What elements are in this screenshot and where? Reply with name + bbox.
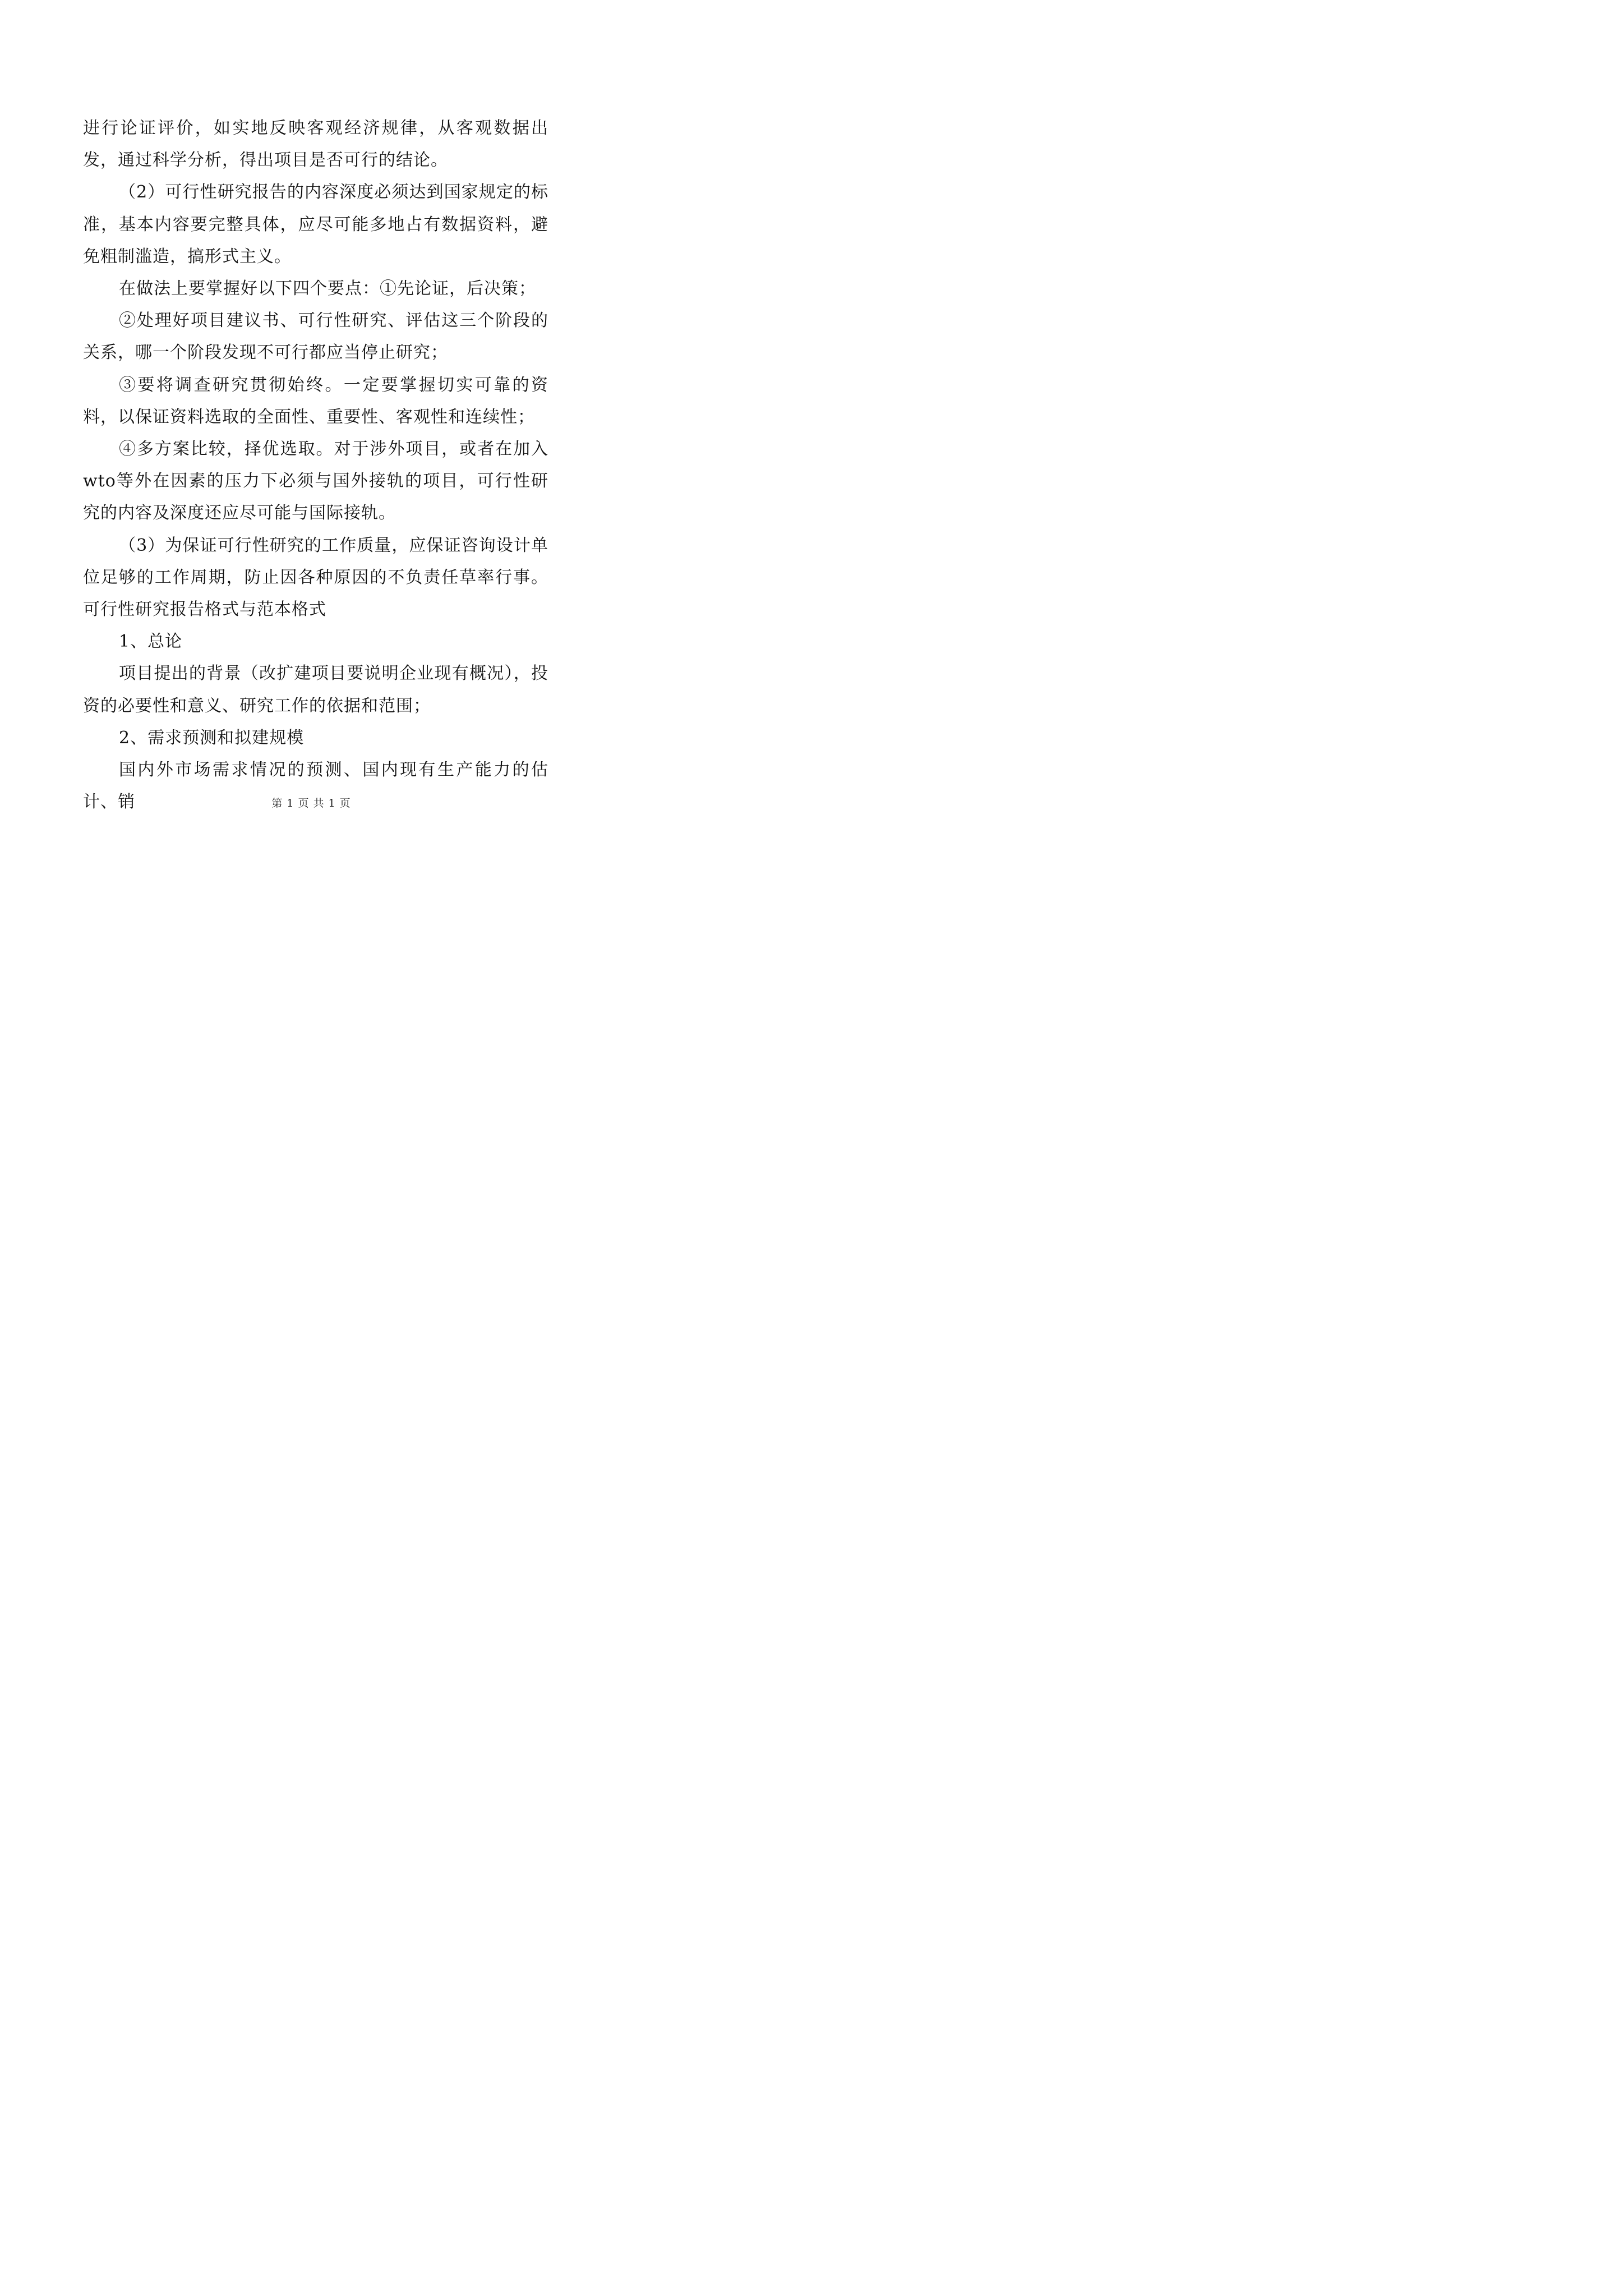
document-body (83, 112, 548, 818)
paragraph-3: 在做法上要掌握好以下四个要点：①先论证，后决策； (119, 279, 536, 299)
paragraph-1: 进行论证评价，如实地反映客观经济规律，从客观数据出发，通过科学分析，得出项目是否可行的结论。 (83, 118, 548, 171)
page-number-footer: 第 1 页 共 1 页 (271, 797, 351, 809)
document-page (0, 0, 623, 882)
paragraph-7: （3）为保证可行性研究的工作质量，应保证咨询设计单位足够的工作周期，防止因各种原因的不负责任草率行事。可行性研究报告格式与范本格式 (83, 535, 548, 620)
section-heading-2: 2、需求预测和拟建规模 (119, 728, 305, 748)
paragraph-8: 项目提出的背景（改扩建项目要说明企业现有概况），投资的必要性和意义、研究工作的依据和范围； (83, 664, 548, 716)
paragraph-4: ②处理好项目建议书、可行性研究、评估这三个阶段的关系，哪一个阶段发现不可行都应当停止研究； (83, 311, 548, 363)
paragraph-6: ④多方案比较，择优选取。对于涉外项目，或者在加入wto等外在因素的压力下必须与国外接轨的项目，可行性研究的内容及深度还应尽可能与国际接轨。 (83, 439, 548, 523)
section-heading-1: 1、总论 (119, 632, 183, 652)
paragraph-2: （2）可行性研究报告的内容深度必须达到国家规定的标准，基本内容要完整具体，应尽可能多地占有数据资料，避免粗制滥造，搞形式主义。 (83, 182, 548, 266)
paragraph-9: 国内外市场需求情况的预测、国内现有生产能力的估计、销 (83, 760, 548, 812)
paragraph-5: ③要将调查研究贯彻始终。一定要掌握切实可靠的资料，以保证资料选取的全面性、重要性、客观性和连续性； (83, 375, 548, 427)
